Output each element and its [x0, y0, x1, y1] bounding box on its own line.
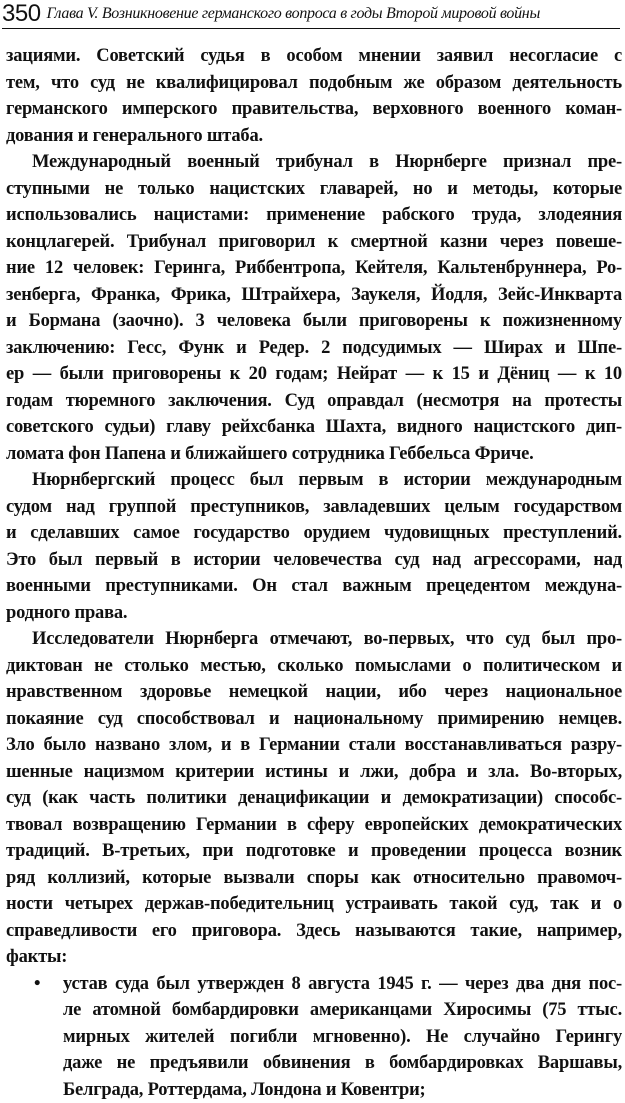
text-line: Исследователи Нюрнберга отмечают, во-первых, что суд был про- — [6, 626, 622, 653]
list-item — [6, 971, 622, 1103]
text-line: диктован не столько местью, сколько помыслами о политическом и — [6, 653, 622, 680]
text-line: годам тюремного заключения. Суд оправдал (несмотря на протесты — [6, 388, 622, 415]
text-line: ности четырех держав-победительниц устраивать такой суд, так и о — [6, 891, 622, 918]
text-line: тем, что суд не квалифицировал подобным же образом деятельность — [6, 70, 622, 97]
text-line: и Бормана (заочно). 3 человека были приговорены к пожизненному — [6, 308, 622, 335]
text-line: германского имперского правительства, верховного военного коман- — [6, 96, 622, 123]
text-line — [6, 971, 622, 998]
text-line — [6, 1024, 622, 1051]
text-line: использовались нацистами: применение рабского труда, злодеяния — [6, 202, 622, 229]
text-line: ломата фон Папена и ближайшего сотрудника Геббельса Фриче. — [6, 441, 622, 468]
text-line: шенные нацизмом критерии истины и лжи, добра и зла. Во-вторых, — [6, 759, 622, 786]
paragraph — [6, 149, 622, 467]
text-line: дования и генерального штаба. — [6, 123, 622, 150]
paragraph — [6, 43, 622, 149]
text-line — [6, 1077, 622, 1103]
text-line: традиций. В-третьих, при подготовке и проведении процесса возник — [6, 838, 622, 865]
text-line: Это был первый в истории человечества суд над агрессорами, над — [6, 547, 622, 574]
text-line: ступными не только нацистских главарей, но и методы, которые — [6, 176, 622, 203]
running-title: Глава V. Возникновение германского вопроса в годы Второй мировой войны — [47, 5, 540, 22]
text-line — [6, 997, 622, 1024]
text-line: родного права. — [6, 600, 622, 627]
text-line: факты: — [6, 944, 622, 971]
text-line: справедливости его приговора. Здесь называются такие, например, — [6, 918, 622, 945]
body-text — [6, 43, 622, 1103]
bullet-text: мирных жителей погибли мгновенно). Не случайно Герингу — [63, 1027, 622, 1047]
text-line: Международный военный трибунал в Нюрнберге признал пре- — [6, 149, 622, 176]
bullet-text: Белграда, Роттердама, Лондона и Ковентри; — [63, 1080, 426, 1100]
text-line: зенберга, Франка, Фрика, Штрайхера, Заукеля, Йодля, Зейс-Инкварта — [6, 282, 622, 309]
text-line: заключению: Гесс, Функ и Редер. 2 подсудимых — Ширах и Шпе- — [6, 335, 622, 362]
text-line: зациями. Советский судья в особом мнении заявил несогласие с — [6, 43, 622, 70]
text-line: концлагерей. Трибунал приговорил к смертной казни через повеше- — [6, 229, 622, 256]
text-line: суд (как часть политики денацификации и демократизации) способс- — [6, 785, 622, 812]
text-line: и сделавших самое государство орудием чудовищных преступлений. — [6, 520, 622, 547]
text-line: нравственном здоровье немецкой нации, ибо через национальное — [6, 679, 622, 706]
paragraph — [6, 467, 622, 626]
text-line: ние 12 человек: Геринга, Риббентропа, Кейтеля, Кальтенбруннера, Ро- — [6, 255, 622, 282]
bullet-text: даже не предъявили обвинения в бомбардировках Варшавы, — [63, 1053, 622, 1073]
text-line: судом над группой преступников, завладевших целым государством — [6, 494, 622, 521]
text-line: военными преступниками. Он стал важным прецедентом междуна- — [6, 573, 622, 600]
bullet-icon: • — [34, 971, 40, 998]
text-line: Зло было названо злом, и в Германии стали восстанавливаться разру- — [6, 732, 622, 759]
text-line: твовал возвращению Германии в сферу европейских демократических — [6, 812, 622, 839]
running-header — [2, 0, 620, 29]
text-line: ер — были приговорены к 20 годам; Нейрат — к 15 и Дёниц — к 10 — [6, 361, 622, 388]
text-line: ряд коллизий, которые вызвали споры как относительно правомоч- — [6, 865, 622, 892]
bullet-text: устав суда был утвержден 8 августа 1945 г. — через два дня пос- — [63, 974, 622, 994]
bullet-text: ле атомной бомбардировки американцами Хиросимы (75 ттыс. — [63, 1000, 622, 1020]
page-number: 350 — [2, 0, 41, 27]
text-line: покаяние суд способствовал и национальному примирению немцев. — [6, 706, 622, 733]
text-line: Нюрнбергский процесс был первым в истории международным — [6, 467, 622, 494]
paragraph — [6, 626, 622, 971]
text-line — [6, 1050, 622, 1077]
text-line: советского судьи) главу рейхсбанка Шахта, видного нацистского дип- — [6, 414, 622, 441]
